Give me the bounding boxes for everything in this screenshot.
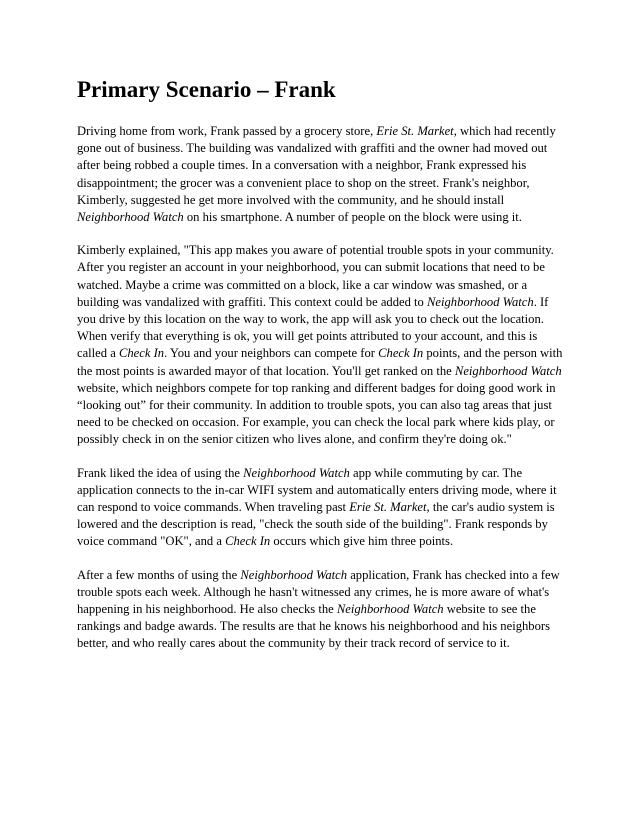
text-run: Kimberly explained, "This app makes you aware of potential trouble spots in your community. After you register an account in your neighborhood, you can submit locations that need to be watched. Maybe a crime was committed on a block, like a car window was smashed, or a building was vandalized with graffiti. This context could be added to [77, 243, 554, 309]
text-run: , which had recently gone out of business. The building was vandalized with graffiti and the owner had moved out after being robbed a couple times. In a conversation with a neighbor, Frank expressed his disappointment; the grocer was a convenient place to shop on the street. Frank's neighbor, Kimberly, suggested he get more involved with the community, and he should install [77, 124, 556, 207]
text-run: on his smartphone. A number of people on the block were using it. [183, 210, 522, 225]
italic-term: Check In [225, 534, 271, 549]
text-run: , the car's audio system is lowered and the description is read, "check the south side of the building". Frank responds by voice command "OK", and a [77, 500, 555, 549]
italic-term: Check In [118, 346, 165, 361]
italic-term: Neighborhood Watch [243, 465, 350, 480]
italic-term: Neighborhood Watch [426, 294, 534, 309]
italic-term: Neighborhood Watch [240, 567, 348, 582]
italic-term: Erie St. Market [376, 124, 454, 138]
text-run: points, and the person with the most points is awarded mayor of that location. You'll get ranked on the [77, 346, 563, 378]
text-run: Driving home from work, Frank passed by a grocery store, [77, 124, 377, 138]
text-run: After a few months of using the [77, 567, 241, 582]
paragraph-3 [77, 465, 567, 551]
italic-term: Check In [378, 346, 424, 361]
italic-term: Neighborhood Watch [454, 363, 562, 378]
text-run: Frank liked the idea of using the [77, 465, 244, 480]
document-body [77, 76, 567, 669]
paragraph-2 [77, 242, 567, 448]
italic-term: Neighborhood Watch [77, 210, 184, 225]
text-run: website, which neighbors compete for top ranking and different badges for doing good work in “looking out” for their community. In addition to trouble spots, you can also tag areas that just need to be checked on occasion. For example, you can check the local park where kids play, or possibly check in on the senior citizen who lives alone, and confirm they're doing ok." [77, 380, 556, 447]
text-run: . If you drive by this location on the way to work, the app will ask you to check out the location. When verify that everything is ok, you will get points attributed to your account, and this is called a [77, 294, 549, 361]
text-run: occurs which give him three points. [270, 534, 454, 549]
text-run: website to see the rankings and badge awards. The results are that he knows his neighborhood and his neighbors better, and who really cares about the community by their track record of service to it. [77, 602, 550, 651]
italic-term: Neighborhood Watch [336, 602, 444, 617]
paragraph-4 [77, 567, 567, 653]
paragraph-1 [77, 123, 567, 226]
text-run: app while commuting by car. The application connects to the in-car WIFI system and automatically enters driving mode, where it can respond to voice commands. When traveling past [77, 465, 557, 515]
text-run: application, Frank has checked into a few trouble spots each week. Although he hasn't witnessed any crimes, he is more aware of what's happening in his neighborhood. He also checks the [77, 567, 560, 617]
italic-term: Erie St. Market [349, 500, 427, 515]
document-title: Primary Scenario – Frank [77, 77, 336, 102]
text-run: . You and your neighbors can compete for [164, 346, 379, 361]
